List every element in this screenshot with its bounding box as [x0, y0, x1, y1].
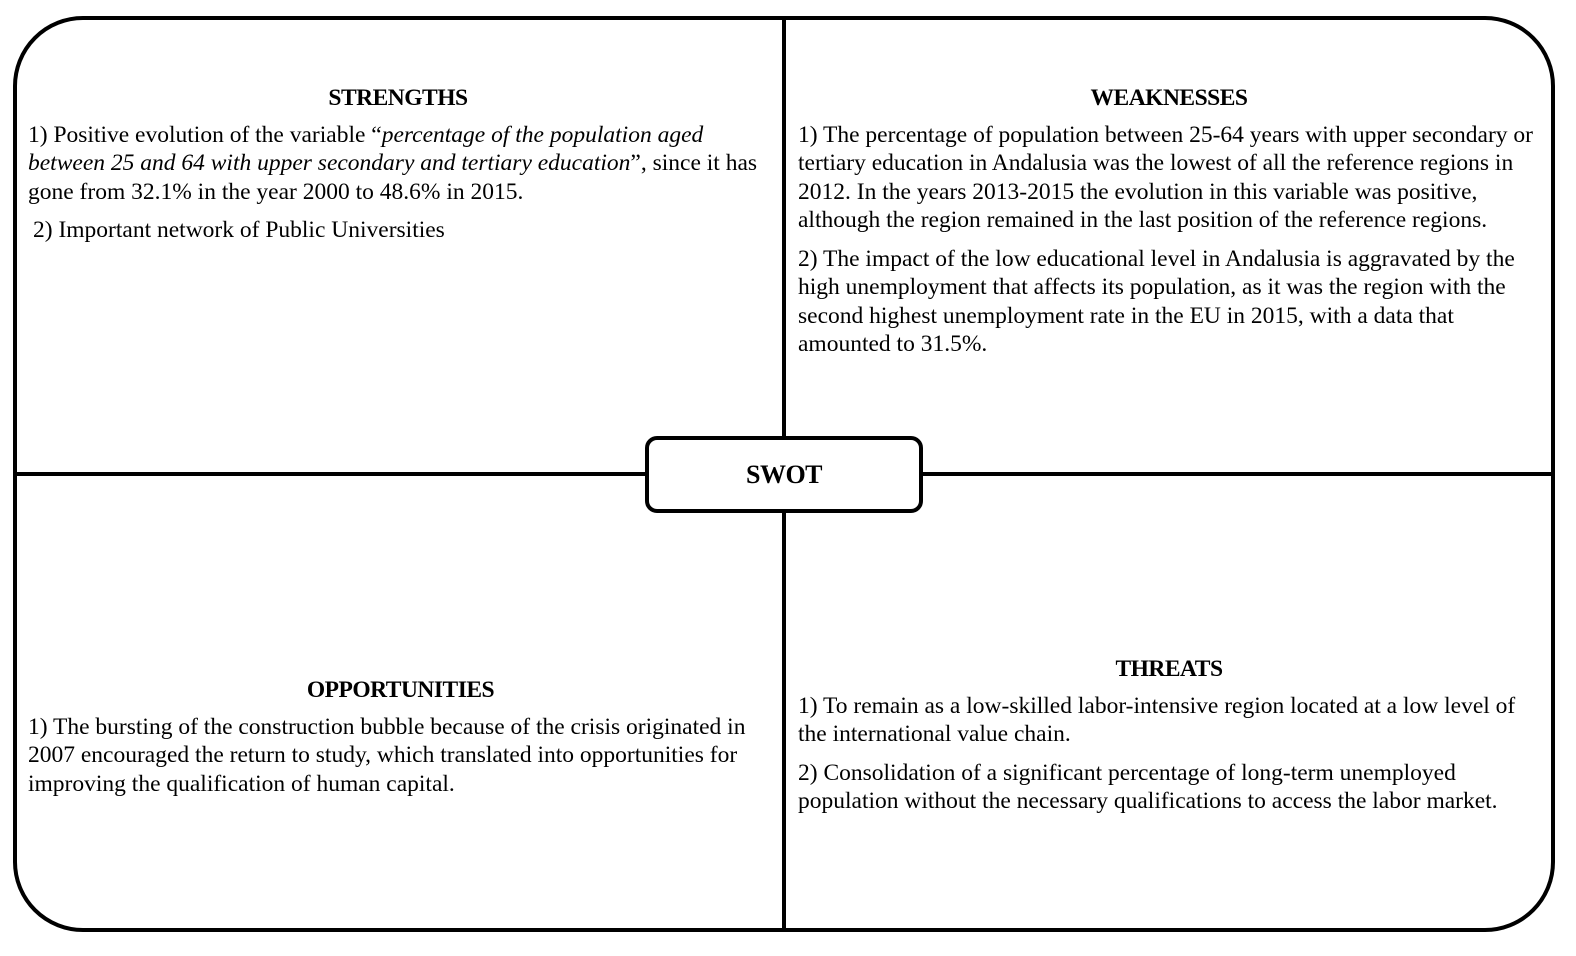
threats-item-2: 2) Consolidation of a significant percentage of long-term unemployed population without the necessary qualifications to access the labor market. — [798, 759, 1498, 814]
swot-center-label: SWOT — [645, 436, 923, 513]
opportunities-item-1: 1) The bursting of the construction bubble because of the crisis originated in 2007 encouraged the return to study, which translated into opportunities for improving the qualification of human capital. — [28, 713, 746, 797]
threats-title: THREATS — [1115, 656, 1223, 682]
threats-quadrant — [798, 655, 1540, 826]
weaknesses-item-2: 2) The impact of the low educational level in Andalusia is aggravated by the high unemployment that affects its population, as it was the region with the second highest unemployment rate in the EU in 2015, with a data that amounted to 31.5%. — [798, 245, 1515, 357]
weaknesses-item-1: 1) The percentage of population between 25-64 years with upper secondary or tertiary education in Andalusia was the lowest of all the reference regions in 2012. In the years 2013-2015 the evolution in this variable was positive, although the region remained in the last position of the reference regions. — [798, 121, 1533, 233]
strengths-item-1-italic: percentage of the population aged between 25 and 64 with upper secondary and tertiary education — [28, 121, 704, 176]
opportunities-title: OPPORTUNITIES — [306, 677, 495, 703]
strengths-item-1 — [28, 121, 768, 207]
weaknesses-title: WEAKNESSES — [1090, 85, 1248, 111]
strengths-item-1-suffix: ”, since it has gone from 32.1% in the year 2000 to 48.6% in 2015. — [28, 150, 758, 205]
strengths-item-2: 2) Important network of Public Universities — [33, 217, 445, 243]
weaknesses-quadrant — [798, 84, 1540, 369]
opportunities-quadrant — [28, 676, 773, 808]
strengths-item-1-prefix: 1) Positive evolution of the variable “ — [28, 121, 382, 148]
threats-item-1: 1) To remain as a low-skilled labor-intensive region located at a low level of the international value chain. — [798, 692, 1516, 747]
strengths-title: STRENGTHS — [328, 85, 468, 111]
strengths-quadrant — [28, 84, 768, 255]
